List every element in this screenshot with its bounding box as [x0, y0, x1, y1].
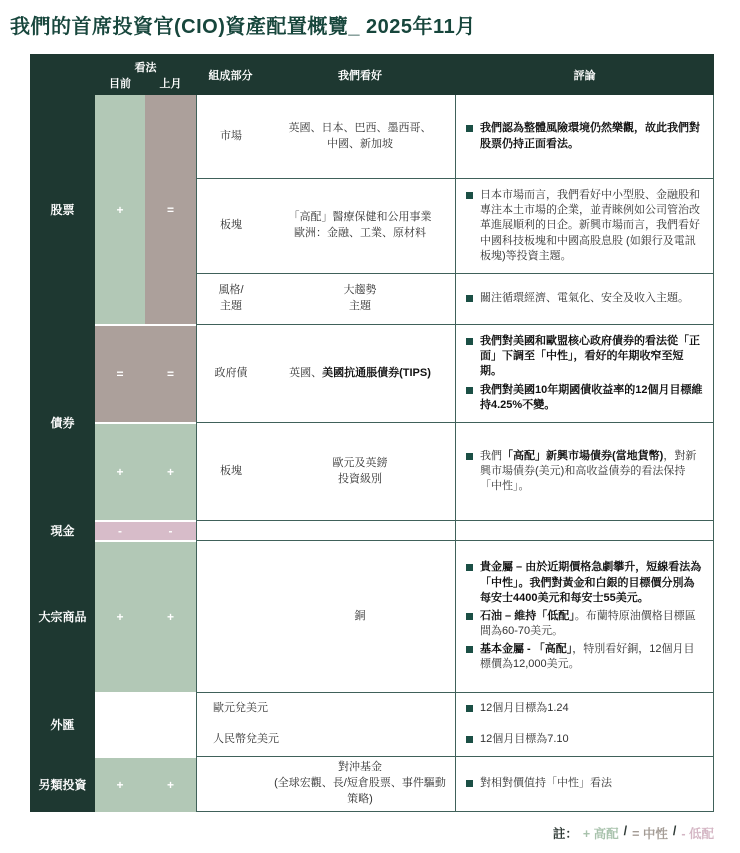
component-line: 風格/	[218, 284, 244, 297]
header-current: 目前	[109, 78, 131, 90]
component-line: 主題	[220, 300, 242, 312]
preference-line: 對沖基金	[338, 761, 382, 774]
gov-bonds-view-last: =	[145, 324, 196, 422]
preference-gov-bonds	[265, 324, 455, 422]
preference-line: 投資級別	[338, 472, 382, 485]
bullet-item	[466, 609, 705, 639]
preference-line: 歐元及英鎊	[332, 456, 388, 469]
legend	[553, 824, 714, 842]
section-label-fx: 外匯	[30, 692, 95, 756]
legend-slash: /	[623, 824, 628, 838]
bullet-item	[466, 121, 705, 151]
equities-view-last: =	[145, 95, 196, 324]
bullet-square-icon	[466, 780, 473, 787]
comments-style-theme	[455, 273, 714, 324]
fx-instrument-cnyusd: 人民幣兌美元	[196, 724, 455, 756]
preference-rich-text: 英國、美國抗通脹債券(TIPS)	[289, 366, 431, 379]
legend-slash: /	[672, 824, 677, 838]
bullet-item	[466, 732, 705, 747]
bullet-square-icon	[466, 453, 473, 460]
bullet-text: 日本市場而言，我們看好中小型股、金融股和專注本土市場的企業，並青睞例如公司管治改革進展順利的日企。新興市場而言，我們看好中國科技板塊和中國高股息股 (如銀行及電訊板塊)等投資主題。	[480, 189, 700, 262]
legend-underweight: - 低配	[681, 827, 714, 841]
comments-sectors	[455, 178, 714, 273]
preference-alternatives	[265, 756, 455, 812]
cash-empty-component	[196, 520, 265, 540]
header-component: 組成部分	[208, 69, 253, 82]
preference-commodities: 銅	[265, 540, 455, 692]
preference-line: 歐洲：金融、工業、原材料	[294, 227, 426, 239]
commodities-view-last: +	[145, 540, 196, 692]
preference-line: (全球宏觀、長/短倉股票、事件驅動策略)	[274, 777, 446, 805]
bullet-item	[466, 642, 705, 672]
bullet-item	[466, 383, 705, 413]
preference-line: 主題	[349, 300, 371, 312]
preference-markets	[265, 95, 455, 178]
alternatives-view-last: +	[145, 756, 196, 812]
commodities-view-current: +	[95, 540, 145, 692]
bullet-item	[466, 334, 705, 380]
cash-empty-preference	[265, 520, 455, 540]
header-view: 看法	[134, 62, 157, 74]
header-view-group	[95, 54, 196, 95]
bullet-text: 我們對美國10年期國債收益率的12個月目標維持4.25%不變。	[480, 383, 703, 411]
comments-commodities	[455, 540, 714, 692]
header-comments: 評論	[573, 69, 596, 82]
component-sectors: 板塊	[196, 178, 265, 273]
bullet-text: 我們對美國和歐盟核心政府債券的看法從「正面」下調至「中性」，看好的年期收窄至短期。	[480, 335, 700, 378]
section-label-alternatives: 另類投資	[30, 756, 95, 812]
comments-cnyusd	[455, 724, 714, 756]
component-markets: 市場	[196, 95, 265, 178]
preference-line: 「高配」醫療保健和公用事業	[288, 211, 432, 224]
bullet-text: 我們認為整體風險環境仍然樂觀，故此我們對股票仍持正面看法。	[480, 122, 700, 150]
bullet-item	[466, 188, 705, 264]
bullet-square-icon	[466, 613, 473, 620]
preference-line: 英國、日本、巴西、墨西哥、	[288, 121, 432, 134]
alternatives-view-current: +	[95, 756, 145, 812]
bullet-square-icon	[466, 564, 473, 571]
bond-sectors-view-last: +	[145, 422, 196, 520]
allocation-table	[30, 54, 714, 812]
bullet-square-icon	[466, 192, 473, 199]
bullet-item	[466, 776, 705, 791]
bullet-text: 12個月目標為1.24	[480, 701, 569, 714]
section-label-commodities: 大宗商品	[30, 540, 95, 692]
component-bond-sectors: 板塊	[196, 422, 265, 520]
fx-empty-view	[95, 692, 196, 756]
section-label-cash: 現金	[30, 520, 95, 540]
bullet-item	[466, 449, 705, 495]
fx-instrument-eurusd: 歐元兌美元	[196, 692, 455, 724]
legend-neutral: = 中性	[632, 827, 668, 841]
header-spacer	[30, 54, 95, 95]
table-body	[30, 95, 714, 812]
bullet-text: 我們「高配」新興市場債券(當地貨幣)，對新興市場債券(美元)和高收益債券的看法保持「中性」。	[480, 449, 697, 493]
bullet-square-icon	[466, 705, 473, 712]
bullet-square-icon	[466, 295, 473, 302]
bond-sectors-view-current: +	[95, 422, 145, 520]
page-title: 我們的首席投資官(CIO)資產配置概覽_ 2025年11月	[10, 16, 476, 38]
comments-gov-bonds	[455, 324, 714, 422]
bullet-item	[466, 560, 705, 606]
header-last-month: 上月	[159, 78, 182, 90]
bullet-text: 關注循環經濟、電氣化、安全及收入主題。	[480, 292, 689, 305]
equities-view-current: +	[95, 95, 145, 324]
bullet-square-icon	[466, 338, 473, 345]
bullet-item	[466, 701, 705, 716]
commodities-empty-component	[196, 540, 265, 692]
preference-style-theme	[265, 273, 455, 324]
section-label-equities: 股票	[30, 95, 95, 324]
bullet-square-icon	[466, 646, 473, 653]
section-label-bonds: 債券	[30, 324, 95, 520]
gov-bonds-view-current: =	[95, 324, 145, 422]
header-preference: 我們看好	[338, 69, 382, 82]
preference-bond-sectors	[265, 422, 455, 520]
bullet-square-icon	[466, 736, 473, 743]
cash-view-last: -	[145, 520, 196, 540]
comments-eurusd	[455, 692, 714, 724]
component-style-theme	[196, 273, 265, 324]
preference-line: 大趨勢	[343, 284, 377, 297]
preference-sectors	[265, 178, 455, 273]
bullet-item	[466, 291, 705, 306]
comments-bond-sectors	[455, 422, 714, 520]
bullet-text: 石油 – 維持「低配」。布蘭特原油價格目標區間為60-70美元。	[480, 609, 696, 638]
cash-view-current: -	[95, 520, 145, 540]
comments-markets	[455, 95, 714, 178]
bullet-square-icon	[466, 125, 473, 132]
cash-empty-comments	[455, 520, 714, 540]
bullet-text: 12個月目標為7.10	[480, 733, 569, 746]
comments-alternatives	[455, 756, 714, 812]
bullet-text: 對相對價值持「中性」看法	[480, 777, 612, 790]
bullet-text: 基本金屬 - 「高配」，特別看好銅，12個月目標價為12,000美元。	[480, 643, 695, 671]
legend-prefix: 註：	[552, 827, 578, 841]
component-gov-bonds: 政府債	[196, 324, 265, 422]
alternatives-empty-component	[196, 756, 265, 812]
bullet-text: 貴金屬 – 由於近期價格急劇攀升，短線看法為「中性」。我們對黃金和白銀的目標價分別為每安士4400美元和每安士55美元。	[480, 561, 702, 604]
bullet-square-icon	[466, 387, 473, 394]
preference-line: 中國、新加坡	[327, 137, 393, 150]
table-header	[30, 54, 714, 95]
legend-overweight: + 高配	[582, 827, 619, 841]
